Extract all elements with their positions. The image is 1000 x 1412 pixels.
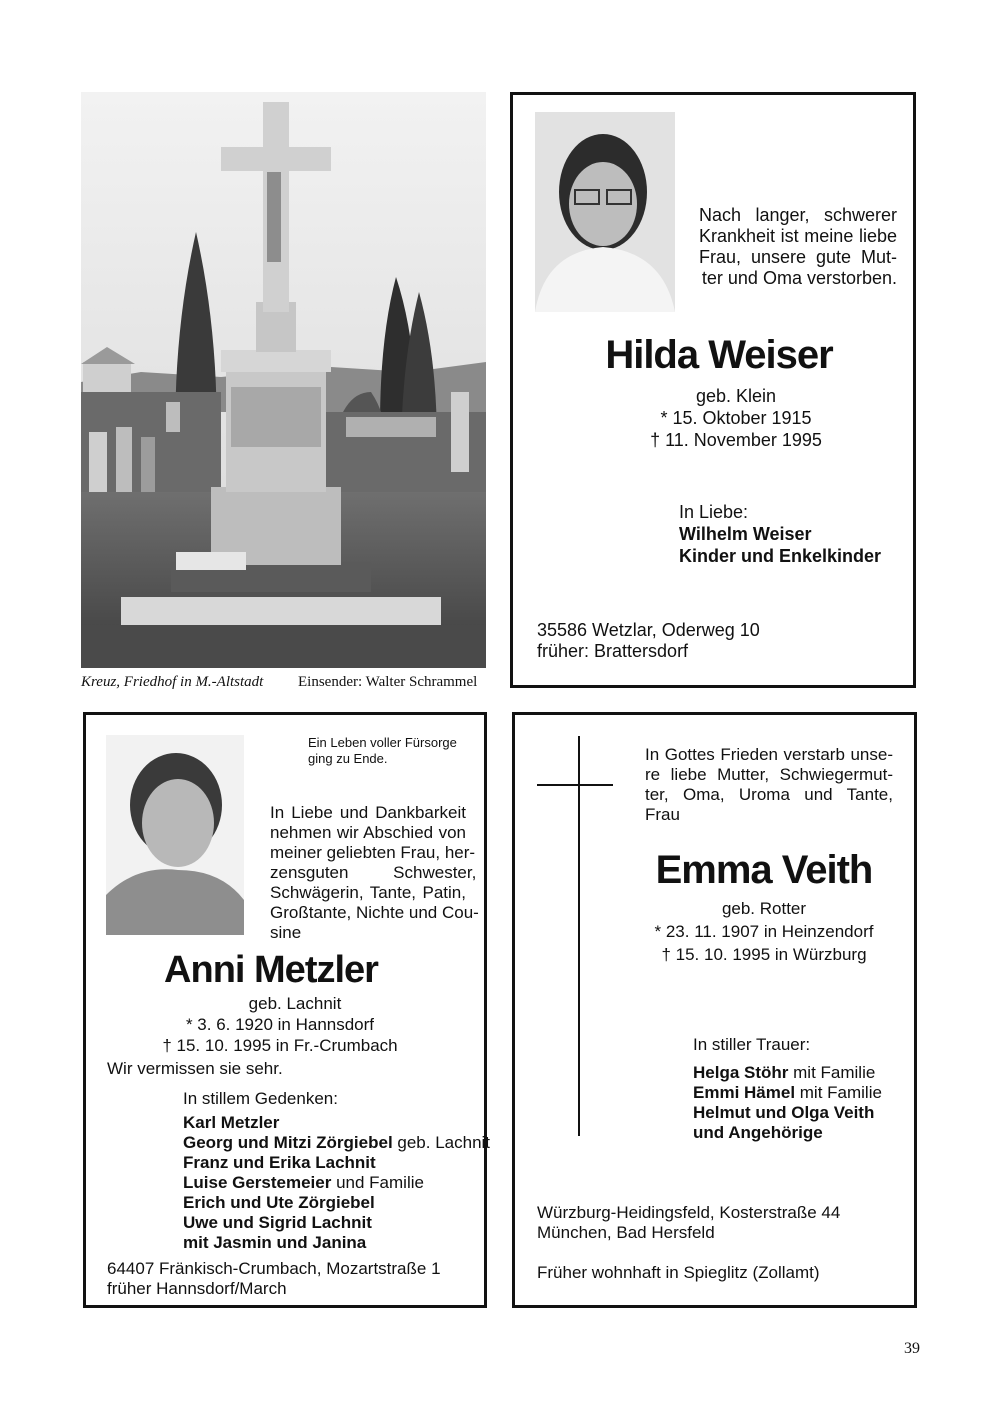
anni-maiden-name: geb. Lachnit: [248, 994, 342, 1013]
anni-motto: ging zu Ende.: [308, 751, 388, 766]
emma-death: † 15. 10. 1995 in Würzburg: [661, 945, 867, 964]
hilda-name: Hilda Weiser: [605, 333, 833, 377]
anni-memory-label: In stillem Gedenken:: [183, 1089, 338, 1108]
anni-intro-line: meiner geliebten Frau, her-: [270, 843, 476, 862]
obituary-anni-metzler: [83, 712, 491, 1308]
emma-name: Emma Veith: [655, 848, 873, 892]
anni-intro-line: sine: [270, 923, 302, 942]
cemetery-cross-photo: [81, 92, 486, 668]
hilda-intro-line: Frau, unsere gute Mut-: [699, 247, 897, 267]
emma-mourner: [693, 1103, 913, 1123]
anni-mourner: [183, 1133, 491, 1153]
emma-intro-line: In Gottes Frieden verstarb unse-: [645, 745, 893, 764]
emma-grief-label: In stiller Trauer:: [693, 1035, 811, 1054]
anni-mourner-name: Uwe und Sigrid Lachnit: [183, 1213, 372, 1232]
emma-intro-line: Frau: [645, 805, 680, 824]
page-number: 39: [904, 1340, 920, 1357]
hilda-intro-line: Nach langer, schwerer: [699, 205, 897, 225]
anni-mourner: [183, 1113, 483, 1133]
hilda-mourner: Kinder und Enkelkinder: [679, 546, 882, 566]
anni-mourner-name: Luise Gerstemeier: [183, 1173, 332, 1192]
anni-mourner-name: Franz und Erika Lachnit: [183, 1153, 376, 1172]
hilda-death: † 11. November 1995: [650, 430, 822, 450]
anni-mourner-name: mit Jasmin und Janina: [183, 1233, 367, 1252]
emma-birth: * 23. 11. 1907 in Heinzendorf: [654, 922, 874, 941]
anni-name: Anni Metzler: [164, 949, 378, 991]
anni-intro-line: In Liebe und Dankbarkeit: [270, 803, 466, 822]
emma-mourner-name: Emmi Hämel: [693, 1083, 796, 1102]
anni-mourner-name: Karl Metzler: [183, 1113, 280, 1132]
anni-intro-line: Großtante, Nichte und Cou-: [270, 903, 479, 922]
anni-mourner: [183, 1233, 483, 1253]
hilda-mourner: Wilhelm Weiser: [679, 524, 812, 544]
emma-mourner: [693, 1063, 913, 1083]
anni-death: † 15. 10. 1995 in Fr.-Crumbach: [162, 1036, 398, 1055]
emma-mourner-name: Helga Stöhr: [693, 1063, 789, 1082]
anni-miss-text: Wir vermissen sie sehr.: [107, 1059, 283, 1078]
emma-address-cities: München, Bad Hersfeld: [537, 1223, 715, 1242]
hilda-former-address: früher: Brattersdorf: [537, 641, 689, 661]
emma-mourner-note: mit Familie: [788, 1063, 876, 1082]
anni-mourner-name: Erich und Ute Zörgiebel: [183, 1193, 375, 1212]
anni-intro-line: zensguten Schwester,: [270, 863, 477, 882]
emma-address: Würzburg-Heidingsfeld, Kosterstraße 44: [537, 1203, 841, 1222]
anni-former-address: früher Hannsdorf/March: [107, 1279, 287, 1298]
hilda-address: 35586 Wetzlar, Oderweg 10: [537, 620, 760, 640]
obituary-emma-veith: [512, 712, 917, 1308]
hilda-intro-line: ter und Oma verstorben.: [701, 268, 897, 288]
emma-mourner-name: Helmut und Olga Veith: [693, 1103, 875, 1122]
anni-address: 64407 Fränkisch-Crumbach, Mozartstraße 1: [107, 1259, 441, 1278]
photo-caption-title: Kreuz, Friedhof in M.-Altstadt: [81, 674, 264, 690]
anni-mourner-name: Georg und Mitzi Zörgiebel: [183, 1133, 393, 1152]
emma-intro-line: re liebe Mutter, Schwiegermut-: [645, 765, 893, 784]
hilda-birth: * 15. Oktober 1915: [660, 408, 812, 428]
anni-intro-line: Schwägerin, Tante, Patin,: [270, 883, 466, 902]
emma-maiden-name: geb. Rotter: [721, 899, 807, 918]
emma-mourner: [693, 1083, 913, 1103]
emma-mourner: [693, 1123, 913, 1143]
emma-former-residence: Früher wohnhaft in Spieglitz (Zollamt): [537, 1263, 820, 1282]
anni-birth: * 3. 6. 1920 in Hannsdorf: [185, 1015, 375, 1034]
hilda-maiden-name: geb. Klein: [695, 386, 777, 406]
anni-mourner: [183, 1173, 483, 1193]
cross-symbol-bar: [537, 784, 613, 786]
hilda-love-label: In Liebe:: [679, 502, 749, 522]
anni-mourner: [183, 1193, 483, 1213]
cross-symbol: [578, 736, 580, 1136]
anni-mourner: [183, 1153, 483, 1173]
anni-motto: Ein Leben voller Fürsorge: [308, 735, 457, 750]
portrait-hilda: [535, 112, 675, 312]
emma-mourner-note: mit Familie: [795, 1083, 882, 1102]
emma-mourner-name: und Angehörige: [693, 1123, 823, 1142]
obituary-hilda-weiser: [510, 92, 916, 688]
portrait-anni: [106, 735, 244, 935]
hilda-intro-line: Krankheit ist meine liebe: [699, 226, 897, 246]
anni-mourner: [183, 1213, 483, 1233]
photo-caption-sender: Einsender: Walter Schrammel: [298, 674, 478, 690]
emma-intro-line: ter, Oma, Uroma und Tante,: [645, 785, 893, 804]
anni-mourner-note: und Familie: [331, 1173, 424, 1192]
anni-intro-line: nehmen wir Abschied von: [270, 823, 466, 842]
anni-mourner-note: geb. Lachnit: [392, 1133, 491, 1152]
